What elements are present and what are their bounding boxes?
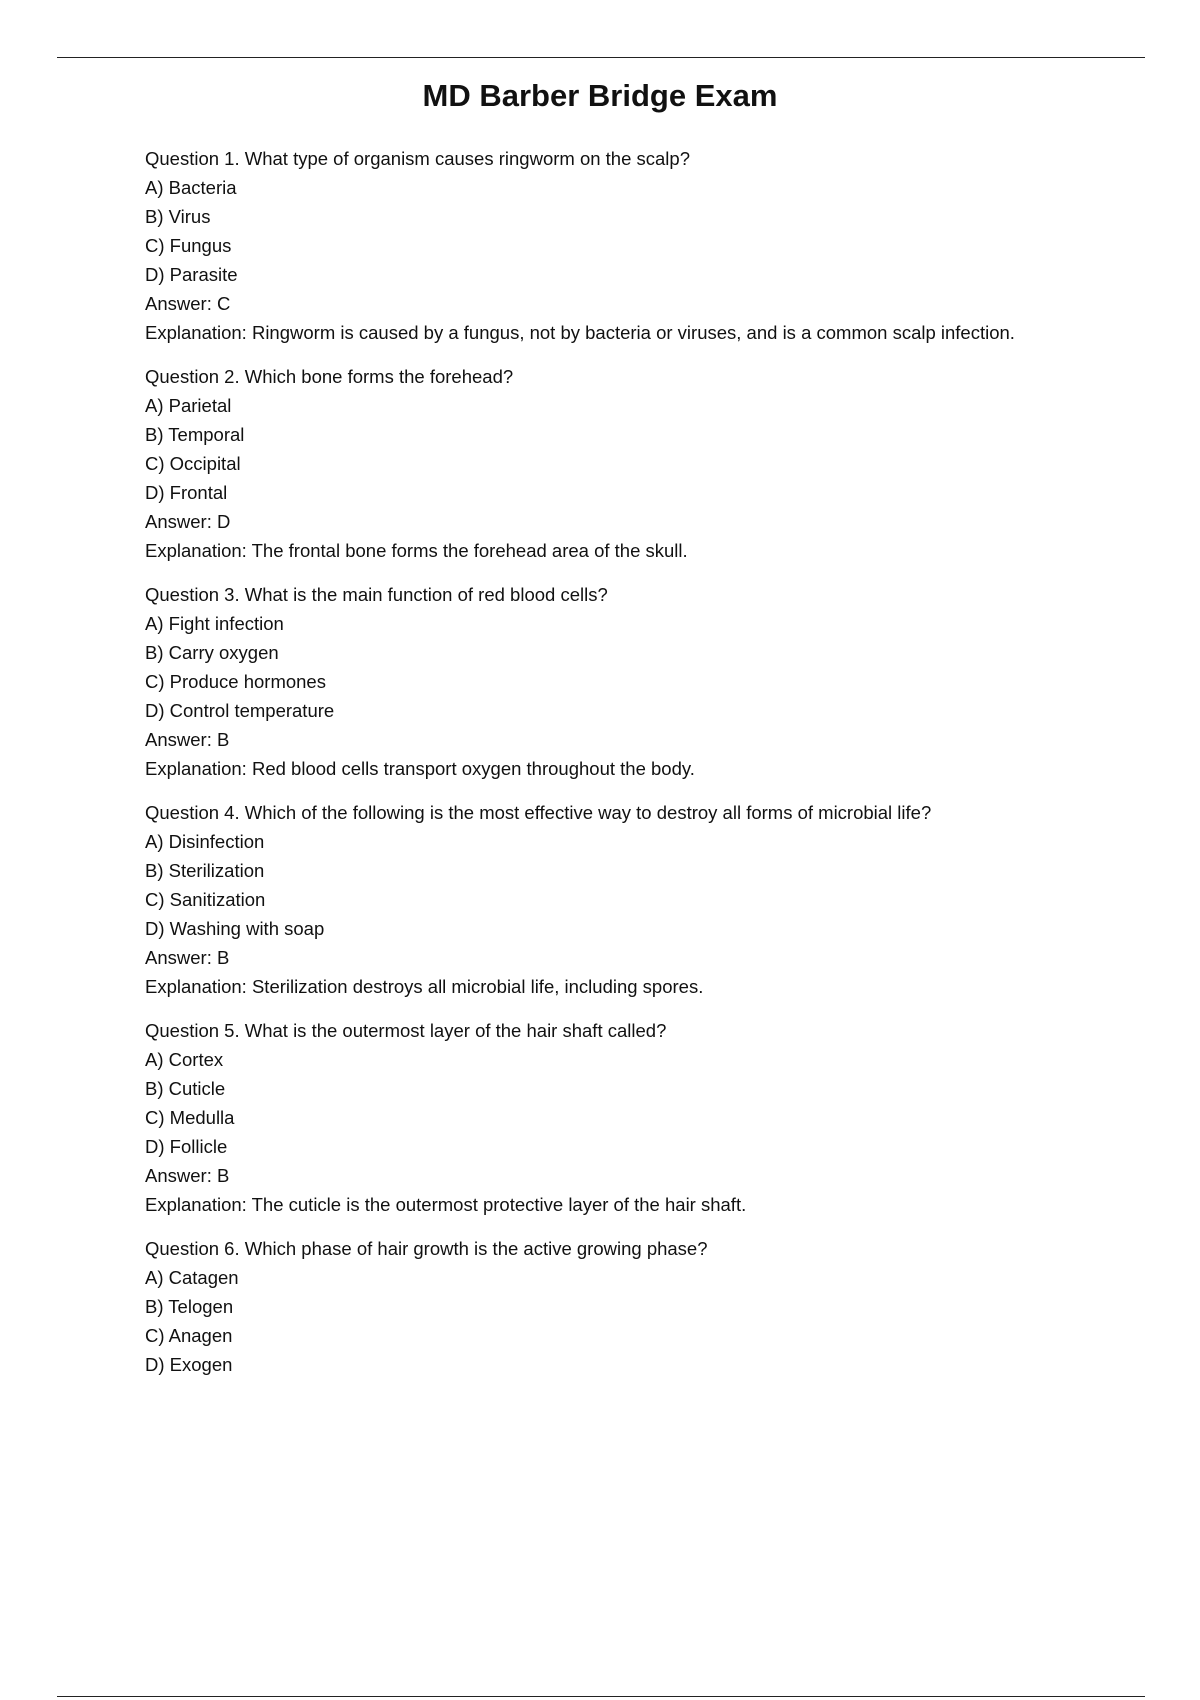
answer-line: Answer: C xyxy=(145,293,231,314)
option-a: A) Disinfection xyxy=(145,831,265,852)
answer-line: Answer: B xyxy=(145,1165,230,1186)
header-rule xyxy=(57,57,1145,58)
option-b: B) Telogen xyxy=(145,1296,234,1317)
option-c: C) Anagen xyxy=(145,1325,233,1346)
option-d: D) Frontal xyxy=(145,482,228,503)
option-b: B) Virus xyxy=(145,206,211,227)
option-d: D) Exogen xyxy=(145,1354,233,1375)
option-a: A) Parietal xyxy=(145,395,232,416)
option-c: C) Occipital xyxy=(145,453,241,474)
explanation-text: Explanation: The cuticle is the outermost protective layer of the hair shaft. xyxy=(145,1194,747,1215)
option-a: A) Cortex xyxy=(145,1049,224,1070)
question-prompt: Question 6. Which phase of hair growth is the active growing phase? xyxy=(145,1238,708,1259)
option-d: D) Washing with soap xyxy=(145,918,325,939)
question-2 xyxy=(145,362,1045,565)
option-c: C) Produce hormones xyxy=(145,671,326,692)
option-c: C) Fungus xyxy=(145,235,232,256)
question-5 xyxy=(145,1016,1045,1219)
option-b: B) Temporal xyxy=(145,424,245,445)
answer-line: Answer: D xyxy=(145,511,231,532)
option-a: A) Bacteria xyxy=(145,177,237,198)
question-4 xyxy=(145,798,1045,1001)
question-1 xyxy=(145,144,1045,347)
answer-line: Answer: B xyxy=(145,729,230,750)
explanation-text: Explanation: Red blood cells transport oxygen throughout the body. xyxy=(145,758,695,779)
option-a: A) Catagen xyxy=(145,1267,239,1288)
option-c: C) Medulla xyxy=(145,1107,235,1128)
option-a: A) Fight infection xyxy=(145,613,284,634)
question-3 xyxy=(145,580,1045,783)
question-prompt: Question 4. Which of the following is the most effective way to destroy all forms of microbial life? xyxy=(145,802,932,823)
option-d: D) Control temperature xyxy=(145,700,335,721)
question-prompt: Question 3. What is the main function of red blood cells? xyxy=(145,584,608,605)
explanation-text: Explanation: The frontal bone forms the forehead area of the skull. xyxy=(145,540,688,561)
footer-rule xyxy=(57,1696,1145,1697)
explanation-text: Explanation: Sterilization destroys all microbial life, including spores. xyxy=(145,976,704,997)
page-title: MD Barber Bridge Exam xyxy=(422,78,778,113)
question-prompt: Question 1. What type of organism causes ringworm on the scalp? xyxy=(145,148,690,169)
option-b: B) Carry oxygen xyxy=(145,642,279,663)
option-d: D) Parasite xyxy=(145,264,238,285)
option-c: C) Sanitization xyxy=(145,889,266,910)
question-prompt: Question 2. Which bone forms the forehead? xyxy=(145,366,514,387)
option-b: B) Cuticle xyxy=(145,1078,226,1099)
explanation-text: Explanation: Ringworm is caused by a fungus, not by bacteria or viruses, and is a common scalp infection. xyxy=(145,322,1015,343)
answer-line: Answer: B xyxy=(145,947,230,968)
option-d: D) Follicle xyxy=(145,1136,228,1157)
question-6 xyxy=(145,1234,1045,1379)
question-prompt: Question 5. What is the outermost layer of the hair shaft called? xyxy=(145,1020,667,1041)
option-b: B) Sterilization xyxy=(145,860,265,881)
question-list xyxy=(145,144,1045,1379)
